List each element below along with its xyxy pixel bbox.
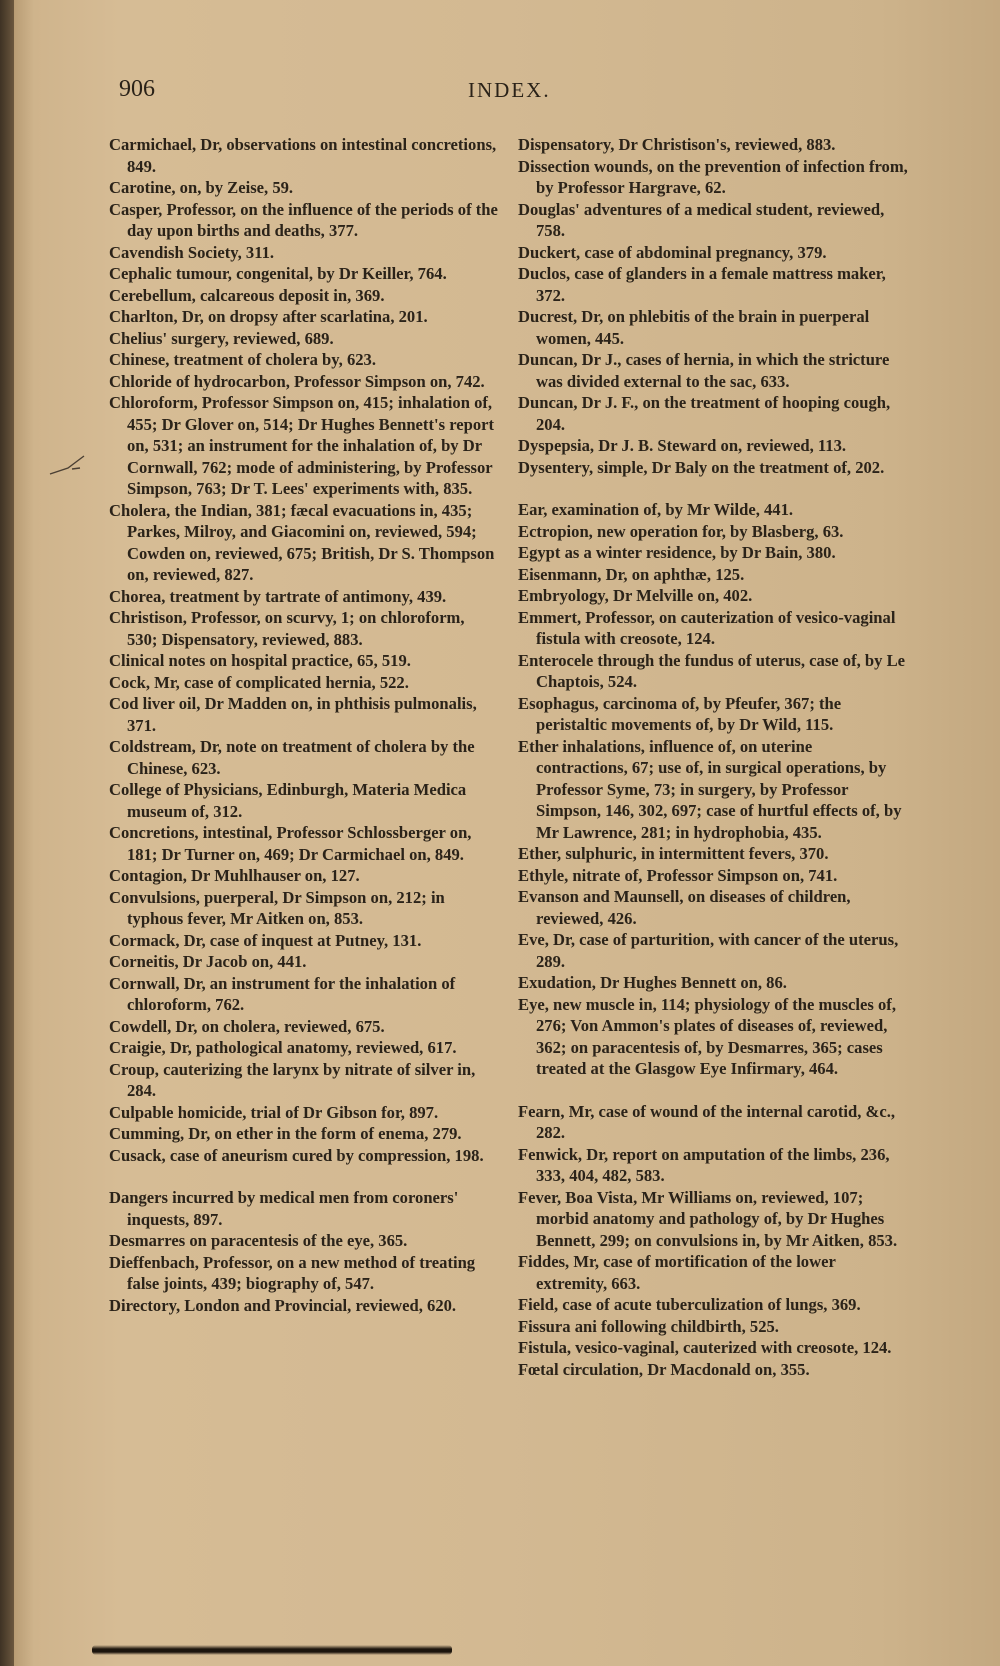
pencil-annotation-mark <box>46 448 106 478</box>
index-entry: Cock, Mr, case of complicated hernia, 522. <box>109 672 409 692</box>
index-entry: Cowdell, Dr, on cholera, reviewed, 675. <box>109 1016 385 1036</box>
index-entry: Fenwick, Dr, report on amputation of the limbs, 236, 333, 404, 482, 583. <box>518 1144 890 1185</box>
page-bottom-edge <box>92 1645 452 1655</box>
index-entry: Embryology, Dr Melville on, 402. <box>518 586 753 605</box>
index-entry: Cholera, the Indian, 381; fæcal evacuations in, 435; Parkes, Milroy, and Giacomini on, reviewed, 594; Cowden on, reviewed, 675; British, Dr S. Thompson on, reviewed, 827. <box>109 500 495 584</box>
index-entry: Fissura ani following childbirth, 525. <box>518 1316 779 1336</box>
index-entry: Fever, Boa Vista, Mr Williams on, reviewed, 107; morbid anatomy and pathology of, by Dr Hughes Bennett, 299; on convulsions in, by Mr Aitken, 853. <box>518 1187 898 1250</box>
index-entry: Croup, cauterizing the larynx by nitrate of silver in, 284. <box>109 1059 476 1100</box>
index-entry: Eye, new muscle in, 114; physiology of the muscles of, 276; Von Ammon's plates of diseases of, reviewed, 362; on paracentesis of, by Desmarres, 365; cases treated at the Glasgow Eye Infirmary, 464. <box>518 994 896 1078</box>
index-entry: Duncan, Dr J. F., on the treatment of hooping cough, 204. <box>518 393 891 434</box>
index-entry: Field, case of acute tuberculization of lungs, 369. <box>518 1295 861 1314</box>
index-entry: Evanson and Maunsell, on diseases of children, reviewed, 426. <box>518 887 851 928</box>
index-entry: Eisenmann, Dr, on aphthæ, 125. <box>518 564 745 584</box>
index-entry: Esophagus, carcinoma of, by Pfeufer, 367; the peristaltic movements of, by Dr Wild, 115. <box>518 693 842 734</box>
index-entry: Craigie, Dr, pathological anatomy, reviewed, 617. <box>109 1038 457 1057</box>
left-index-column <box>109 134 499 1316</box>
index-entry: Cusack, case of aneurism cured by compression, 198. <box>109 1145 484 1165</box>
index-entry: Fearn, Mr, case of wound of the internal carotid, &c., 282. <box>518 1101 895 1142</box>
index-entry: Dispensatory, Dr Christison's, reviewed, 883. <box>518 135 836 154</box>
index-entry: Cavendish Society, 311. <box>109 242 275 262</box>
index-entry: Cod liver oil, Dr Madden on, in phthisis pulmonalis, 371. <box>109 694 477 735</box>
index-entry: Ether inhalations, influence of, on uterine contractions, 67; use of, in surgical operations, by Professor Syme, 73; in surgery, by Professor Simpson, 146, 302, 697; case of hurtful effects of, by Mr Lawrence, 281; in hydrophobia, 435. <box>518 736 902 842</box>
index-entry: Concretions, intestinal, Professor Schlossberger on, 181; Dr Turner on, 469; Dr Carmichael on, 849. <box>109 823 472 864</box>
book-spine-shadow <box>0 0 14 1666</box>
page-header <box>0 76 1000 116</box>
index-entry: Douglas' adventures of a medical student, reviewed, 758. <box>518 199 885 240</box>
index-entry: Chorea, treatment by tartrate of antimony, 439. <box>109 586 447 606</box>
running-head: INDEX. <box>468 78 551 102</box>
page-number: 906 <box>119 76 155 102</box>
index-entry: Dysentery, simple, Dr Baly on the treatment of, 202. <box>518 457 885 477</box>
index-entry: Coldstream, Dr, note on treatment of cholera by the Chinese, 623. <box>109 737 475 778</box>
index-entry: Charlton, Dr, on dropsy after scarlatina, 201. <box>109 307 428 326</box>
index-entry: Cumming, Dr, on ether in the form of enema, 279. <box>109 1124 462 1143</box>
index-entry: Enterocele through the fundus of uterus, case of, by Le Chaptois, 524. <box>518 650 906 691</box>
index-entry: Directory, London and Provincial, reviewed, 620. <box>109 1295 457 1315</box>
index-entry: Ectropion, new operation for, by Blasberg, 63. <box>518 521 844 541</box>
index-entry: Cerebellum, calcareous deposit in, 369. <box>109 285 385 305</box>
index-entry: College of Physicians, Edinburgh, Materia Medica museum of, 312. <box>109 780 467 821</box>
index-entry: Exudation, Dr Hughes Bennett on, 86. <box>518 973 787 992</box>
index-entry: Carmichael, Dr, observations on intestinal concretions, 849. <box>109 135 497 176</box>
index-entry: Cornwall, Dr, an instrument for the inhalation of chloroform, 762. <box>109 973 456 1014</box>
index-entry: Chelius' surgery, reviewed, 689. <box>109 328 334 348</box>
index-entry: Dissection wounds, on the prevention of infection from, by Professor Hargrave, 62. <box>518 156 908 197</box>
index-entry: Dangers incurred by medical men from coroners' inquests, 897. <box>109 1188 459 1229</box>
index-entry: Carotine, on, by Zeise, 59. <box>109 178 294 197</box>
index-entry: Chloroform, Professor Simpson on, 415; inhalation of, 455; Dr Glover on, 514; Dr Hughes Bennett's report on, 531; an instrument for the inhalation of, by Dr Cornwall, 762; mode of administering, by Professor Simpson, 763; Dr T. Lees' experiments with, 835. <box>109 393 495 498</box>
index-entry: Fiddes, Mr, case of mortification of the lower extremity, 663. <box>518 1252 836 1293</box>
index-entry: Chloride of hydrocarbon, Professor Simpson on, 742. <box>109 371 485 391</box>
index-entry: Ear, examination of, by Mr Wilde, 441. <box>518 500 794 519</box>
index-entry: Clinical notes on hospital practice, 65, 519. <box>109 651 411 670</box>
index-entry: Ethyle, nitrate of, Professor Simpson on, 741. <box>518 865 838 885</box>
index-entry: Egypt as a winter residence, by Dr Bain, 380. <box>518 543 836 562</box>
index-entry: Duckert, case of abdominal pregnancy, 379. <box>518 242 827 262</box>
index-entry: Casper, Professor, on the influence of the periods of the day upon births and deaths, 377. <box>109 199 498 240</box>
index-entry: Desmarres on paracentesis of the eye, 365. <box>109 1231 408 1250</box>
index-entry: Dyspepsia, Dr J. B. Steward on, reviewed, 113. <box>518 436 847 455</box>
index-entry: Eve, Dr, case of parturition, with cancer of the uterus, 289. <box>518 930 899 971</box>
index-entry: Christison, Professor, on scurvy, 1; on chloroform, 530; Dispensatory, reviewed, 883. <box>109 608 465 649</box>
index-entry: Convulsions, puerperal, Dr Simpson on, 212; in typhous fever, Mr Aitken on, 853. <box>109 887 445 928</box>
index-entry: Ducrest, Dr, on phlebitis of the brain in puerperal women, 445. <box>518 307 870 348</box>
index-entry: Dieffenbach, Professor, on a new method of treating false joints, 439; biography of, 547. <box>109 1252 476 1293</box>
index-entry: Duncan, Dr J., cases of hernia, in which the stricture was divided external to the sac, 633. <box>518 350 890 391</box>
right-index-column <box>518 134 908 1380</box>
index-entry: Chinese, treatment of cholera by, 623. <box>109 350 376 369</box>
index-entry: Cephalic tumour, congenital, by Dr Keiller, 764. <box>109 264 447 283</box>
index-entry: Fœtal circulation, Dr Macdonald on, 355. <box>518 1359 810 1379</box>
index-entry: Emmert, Professor, on cauterization of vesico-vaginal fistula with creosote, 124. <box>518 607 896 648</box>
index-entry: Fistula, vesico-vaginal, cauterized with creosote, 124. <box>518 1338 892 1357</box>
index-entry: Corneitis, Dr Jacob on, 441. <box>109 952 307 971</box>
index-entry: Contagion, Dr Muhlhauser on, 127. <box>109 866 360 885</box>
index-entry: Culpable homicide, trial of Dr Gibson for, 897. <box>109 1102 439 1122</box>
index-entry: Ether, sulphuric, in intermittent fevers, 370. <box>518 844 829 863</box>
index-entry: Duclos, case of glanders in a female mattress maker, 372. <box>518 264 886 305</box>
index-entry: Cormack, Dr, case of inquest at Putney, 131. <box>109 930 422 950</box>
